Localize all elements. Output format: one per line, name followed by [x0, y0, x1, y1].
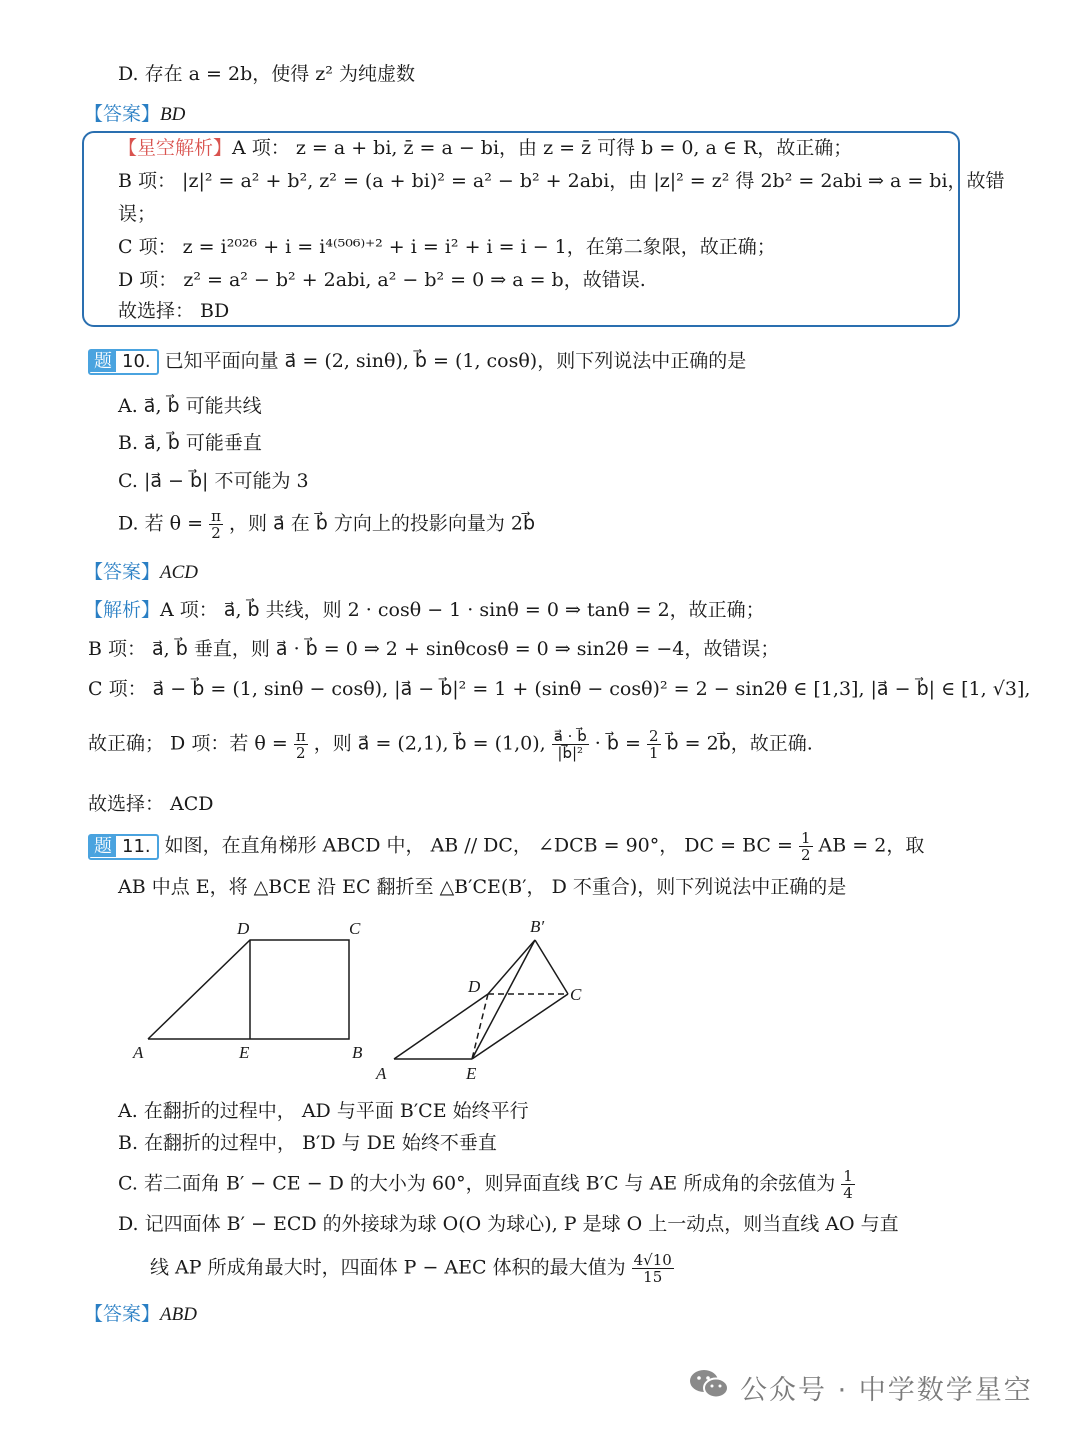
label-c: C [349, 919, 361, 938]
watermark: 公众号 · 中学数学星空 [740, 1375, 1033, 1406]
label-e: E [466, 1064, 477, 1083]
q11-option-d-line-1: D. 记四面体 B′ − ECD 的外接球为球 O(O 为球心), P 是球 O 上一动点，则当直线 AO 与直 [118, 1213, 899, 1235]
q10-analysis-line-4: 故正确； D 项：若 θ = $\frac{\pi}{2}$ ，则 a⃗ = (2,1), b⃗ = (1,0), $\frac{a⃗ \cdot b⃗}{\text{|b⃗|²}}$ · b⃗ = $\frac{2}{1}$ b⃗ = 2b⃗，故正确. [88, 727, 813, 762]
q10-option-b: B. a⃗, b⃗ 可能垂直 [118, 432, 262, 454]
label-c: C [570, 985, 582, 1004]
label-e: E [239, 1043, 250, 1062]
question-badge: 题 11. [88, 834, 159, 860]
answer-tag: 【答案】 [84, 1303, 161, 1325]
label-d: D [237, 919, 250, 938]
analysis-tag: 【解析】 [84, 599, 161, 621]
q11-stem-line-2: AB 中点 E，将 △BCE 沿 EC 翻折至 △B′CE(B′， D 不重合)，则下列说法中正确的是 [118, 876, 847, 898]
wechat-icon [688, 1366, 730, 1402]
answer-tag: 【答案】 [84, 561, 161, 583]
fraction: $\frac{4√10}{15}$ [633, 1251, 672, 1286]
analysis-line-3: 误； [118, 203, 157, 225]
analysis-tag: 【星空解析】 [118, 137, 233, 159]
q10-conclusion: 故选择： ACD [88, 793, 214, 815]
analysis-line-5: D 项： z² = a² − b² + 2abi, a² − b² = 0 ⇒ a = b，故错误. [118, 269, 646, 291]
analysis-text: A 项： z = a + bi, z̄ = a − bi，由 z = z̄ 可得 b = 0, a ∈ R，故正确； [232, 137, 853, 159]
analysis-line-1 [118, 134, 852, 162]
figure-folded [370, 912, 610, 1084]
analysis-line-6: 故选择： BD [118, 300, 230, 322]
analysis-line-4: C 项： z = i²⁰²⁶ + i = i⁴⁽⁵⁰⁶⁾⁺² + i = i² + i = i − 1，在第二象限，故正确； [118, 236, 776, 258]
q10-stem-text: 已知平面向量 a⃗ = (2, sinθ), b⃗ = (1, cosθ)，则下列说法中正确的是 [164, 350, 747, 372]
fraction: $\frac{\pi}{2}$ [295, 727, 306, 762]
label-a: A [133, 1043, 144, 1062]
q11-stem-line-1: 题 11. 如图，在直角梯形 ABCD 中， AB // DC， ∠DCB = 90°， DC = BC = $\frac{1}{2}$ AB = 2，取 [88, 830, 924, 863]
label-a: A [376, 1064, 387, 1083]
figure-trapezoid [120, 912, 390, 1072]
label-b-prime: B′ [530, 917, 545, 936]
answer-value: ABD [160, 1304, 197, 1325]
question-badge: 题 10. [88, 349, 159, 375]
q10-analysis-line-3: C 项： a⃗ − b⃗ = (1, sinθ − cosθ), |a⃗ − b⃗|² = 1 + (sinθ − cosθ)² = 2 − sin2θ ∈ [1,3], |a⃗ − b⃗| ∈ [1, √3], [88, 678, 1031, 700]
q10-option-d: D. 若 θ = $\frac{\pi}{2}$ ，则 a⃗ 在 b⃗ 方向上的投影向量为 2b⃗ [118, 507, 536, 542]
q11-option-b: B. 在翻折的过程中， B′D 与 DE 始终不垂直 [118, 1132, 497, 1154]
fraction: $\frac{1}{4}$ [843, 1167, 853, 1202]
q11-answer [84, 1300, 197, 1329]
q10-analysis-line-1: 【解析】A 项： a⃗, b⃗ 共线，则 2 · cosθ − 1 · sinθ = 0 ⇒ tanθ = 2，故正确； [84, 599, 765, 621]
answer-value: BD [160, 104, 186, 125]
q10-answer [84, 558, 198, 587]
fraction: $\frac{1}{2}$ [800, 829, 811, 864]
q11-option-d-line-2: 线 AP 所成角最大时，四面体 P − AEC 体积的最大值为 $\frac{4√10}{15}$ [150, 1251, 672, 1286]
q10-analysis-line-2: B 项： a⃗, b⃗ 垂直，则 a⃗ · b⃗ = 0 ⇒ 2 + sinθcosθ = 0 ⇒ sin2θ = −4，故错误； [88, 638, 780, 660]
q10-option-c: C. |a⃗ − b⃗| 不可能为 3 [118, 470, 309, 492]
label-b: B [352, 1043, 363, 1062]
q11-option-a: A. 在翻折的过程中， AD 与平面 B′CE 始终平行 [118, 1100, 529, 1122]
label-d: D [468, 977, 481, 996]
q9-answer [84, 100, 185, 129]
fraction: $\frac{a⃗ \cdot b⃗}{\text{|b⃗|²}}$ [553, 727, 587, 762]
answer-tag: 【答案】 [84, 103, 161, 125]
q10-stem [88, 347, 746, 375]
analysis-line-2: B 项： |z|² = a² + b², z² = (a + bi)² = a² − b² + 2abi，由 |z|² = z² 得 2b² = 2abi ⇒ a = bi，故错 [118, 170, 1005, 192]
q9-option-d: D. 存在 a = 2b，使得 z² 为纯虚数 [118, 63, 415, 85]
answer-value: ACD [160, 562, 199, 583]
q11-option-c: C. 若二面角 B′ − CE − D 的大小为 60°，则异面直线 B′C 与 AE 所成角的余弦值为 $\frac{1}{4}$ [118, 1167, 853, 1202]
fraction: $\frac{\pi}{2}$ [211, 507, 221, 542]
fraction: $\frac{2}{1}$ [648, 727, 659, 762]
q10-option-a: A. a⃗, b⃗ 可能共线 [118, 395, 262, 417]
